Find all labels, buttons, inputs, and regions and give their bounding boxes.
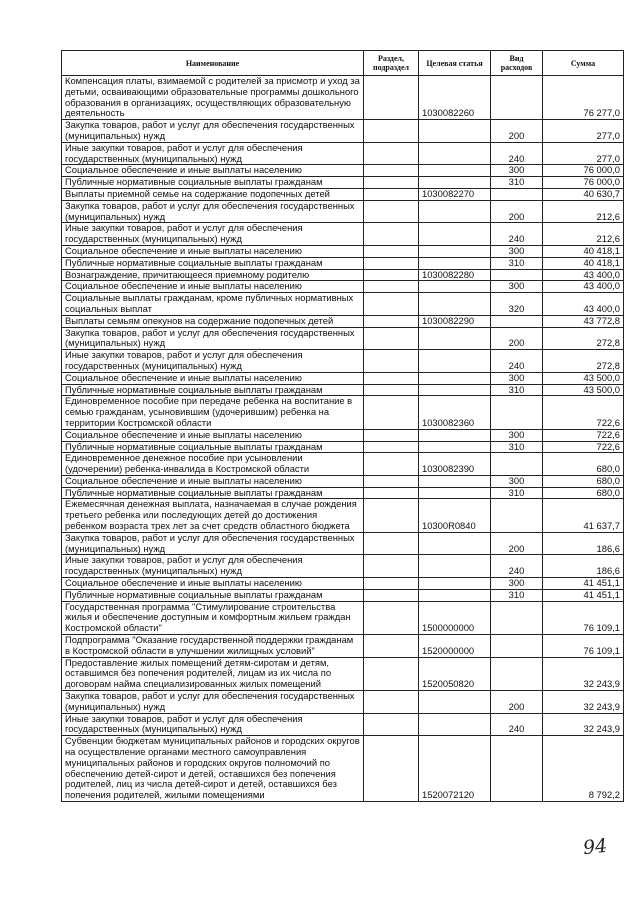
table-row: [62, 188, 624, 200]
cell-section: [364, 200, 419, 223]
table-row: [62, 257, 624, 269]
table-row: [62, 453, 624, 476]
table-row: [62, 475, 624, 487]
cell-expense-type: 240: [491, 142, 543, 165]
cell-name: Выплаты семьям опекунов на содержание подопечных детей: [62, 315, 364, 327]
cell-name: Социальное обеспечение и иные выплаты населению: [62, 165, 364, 177]
table-row: [62, 269, 624, 281]
cell-target-article: [419, 120, 491, 143]
cell-section: [364, 396, 419, 429]
cell-name: Публичные нормативные социальные выплаты гражданам: [62, 589, 364, 601]
cell-target-article: [419, 372, 491, 384]
cell-target-article: [419, 713, 491, 736]
table-row: [62, 120, 624, 143]
cell-section: [364, 384, 419, 396]
cell-name: Предоставление жилых помещений детям-сиротам и детям, оставшимся без попечения родителей, лицам из их числа по договорам найма специализированных жилых помещений: [62, 657, 364, 690]
cell-section: [364, 142, 419, 165]
cell-expense-type: 240: [491, 350, 543, 373]
cell-target-article: [419, 177, 491, 189]
cell-name: Публичные нормативные социальные выплаты гражданам: [62, 384, 364, 396]
cell-sum: 186,6: [543, 555, 624, 578]
cell-target-article: 1520050820: [419, 657, 491, 690]
cell-expense-type: 200: [491, 120, 543, 143]
cell-expense-type: 310: [491, 589, 543, 601]
cell-expense-type: 310: [491, 441, 543, 453]
cell-target-article: [419, 441, 491, 453]
cell-expense-type: 300: [491, 165, 543, 177]
cell-sum: 32 243,9: [543, 713, 624, 736]
cell-expense-type: [491, 396, 543, 429]
cell-name: Закупка товаров, работ и услуг для обеспечения государственных (муниципальных) нужд: [62, 691, 364, 714]
table-header-row: [62, 51, 624, 76]
cell-sum: 272,8: [543, 350, 624, 373]
cell-section: [364, 188, 419, 200]
cell-sum: 32 243,9: [543, 691, 624, 714]
cell-section: [364, 281, 419, 293]
cell-name: Публичные нормативные социальные выплаты гражданам: [62, 257, 364, 269]
cell-section: [364, 601, 419, 634]
cell-name: Иные закупки товаров, работ и услуг для обеспечения государственных (муниципальных) нужд: [62, 713, 364, 736]
cell-section: [364, 736, 419, 802]
cell-section: [364, 453, 419, 476]
cell-target-article: 1030082280: [419, 269, 491, 281]
cell-section: [364, 269, 419, 281]
cell-sum: 76 000,0: [543, 165, 624, 177]
cell-section: [364, 475, 419, 487]
cell-expense-type: 240: [491, 223, 543, 246]
cell-name: Публичные нормативные социальные выплаты гражданам: [62, 441, 364, 453]
cell-section: [364, 327, 419, 350]
cell-sum: 8 792,2: [543, 736, 624, 802]
cell-expense-type: 300: [491, 475, 543, 487]
table-row: [62, 223, 624, 246]
cell-sum: 40 418,1: [543, 257, 624, 269]
cell-sum: 680,0: [543, 487, 624, 499]
cell-target-article: [419, 350, 491, 373]
cell-name: Иные закупки товаров, работ и услуг для обеспечения государственных (муниципальных) нужд: [62, 142, 364, 165]
cell-expense-type: 200: [491, 691, 543, 714]
cell-sum: 76 109,1: [543, 635, 624, 658]
cell-name: Публичные нормативные социальные выплаты гражданам: [62, 177, 364, 189]
cell-target-article: [419, 475, 491, 487]
cell-target-article: 1030082390: [419, 453, 491, 476]
cell-expense-type: [491, 657, 543, 690]
cell-name: Публичные нормативные социальные выплаты гражданам: [62, 487, 364, 499]
cell-sum: 722,6: [543, 429, 624, 441]
cell-expense-type: 320: [491, 293, 543, 316]
cell-sum: 40 630,7: [543, 188, 624, 200]
cell-section: [364, 257, 419, 269]
table-row: [62, 177, 624, 189]
table-row: [62, 396, 624, 429]
table-row: [62, 372, 624, 384]
cell-sum: 32 243,9: [543, 657, 624, 690]
cell-sum: 722,6: [543, 441, 624, 453]
table-row: [62, 327, 624, 350]
cell-expense-type: 310: [491, 487, 543, 499]
cell-expense-type: [491, 269, 543, 281]
cell-section: [364, 499, 419, 532]
cell-expense-type: [491, 315, 543, 327]
header-name: Наименование: [62, 51, 364, 76]
cell-name: Подпрограмма "Оказание государственной поддержки гражданам в Костромской области в улучшении жилищных условий": [62, 635, 364, 658]
cell-target-article: 1030082270: [419, 188, 491, 200]
cell-expense-type: 300: [491, 281, 543, 293]
cell-section: [364, 120, 419, 143]
table-row: [62, 281, 624, 293]
cell-sum: 272,8: [543, 327, 624, 350]
cell-name: Социальное обеспечение и иные выплаты населению: [62, 372, 364, 384]
cell-sum: 43 500,0: [543, 372, 624, 384]
table-row: [62, 429, 624, 441]
cell-target-article: [419, 142, 491, 165]
cell-name: Социальное обеспечение и иные выплаты населению: [62, 245, 364, 257]
header-section: Раздел, подраздел: [364, 51, 419, 76]
cell-name: Ежемесячная денежная выплата, назначаемая в случае рождения третьего ребенка или последующих детей до достижения ребенком возраста трех лет за счет средств областного бюджета: [62, 499, 364, 532]
cell-expense-type: [491, 453, 543, 476]
cell-target-article: [419, 281, 491, 293]
cell-section: [364, 372, 419, 384]
cell-name: Социальное обеспечение и иные выплаты населению: [62, 475, 364, 487]
cell-sum: 277,0: [543, 142, 624, 165]
cell-target-article: 1500000000: [419, 601, 491, 634]
cell-name: Государственная программа "Стимулирование строительства жилья и обеспечение доступным и комфортным жильем граждан Костромской области": [62, 601, 364, 634]
cell-name: Выплаты приемной семье на содержание подопечных детей: [62, 188, 364, 200]
cell-section: [364, 350, 419, 373]
cell-expense-type: 300: [491, 372, 543, 384]
cell-name: Единовременное пособие при передаче ребенка на воспитание в семью гражданам, усыновившим (удочерившим) ребенка на территории Костромской области: [62, 396, 364, 429]
table-row: [62, 691, 624, 714]
cell-sum: 212,6: [543, 200, 624, 223]
table-row: [62, 499, 624, 532]
cell-expense-type: 310: [491, 384, 543, 396]
cell-target-article: 1030082290: [419, 315, 491, 327]
cell-target-article: 10300R0840: [419, 499, 491, 532]
table-body: [62, 76, 624, 802]
cell-name: Закупка товаров, работ и услуг для обеспечения государственных (муниципальных) нужд: [62, 327, 364, 350]
table-row: [62, 555, 624, 578]
cell-target-article: [419, 384, 491, 396]
cell-sum: 680,0: [543, 475, 624, 487]
cell-expense-type: [491, 736, 543, 802]
table-row: [62, 635, 624, 658]
cell-sum: 680,0: [543, 453, 624, 476]
table-row: [62, 578, 624, 590]
cell-sum: 43 772,8: [543, 315, 624, 327]
cell-name: Закупка товаров, работ и услуг для обеспечения государственных (муниципальных) нужд: [62, 120, 364, 143]
cell-sum: 76 109,1: [543, 601, 624, 634]
cell-expense-type: 300: [491, 578, 543, 590]
cell-expense-type: [491, 76, 543, 120]
table-row: [62, 601, 624, 634]
cell-name: Иные закупки товаров, работ и услуг для обеспечения государственных (муниципальных) нужд: [62, 223, 364, 246]
cell-sum: 43 400,0: [543, 281, 624, 293]
cell-expense-type: [491, 499, 543, 532]
cell-sum: 41 451,1: [543, 589, 624, 601]
table-row: [62, 142, 624, 165]
cell-name: Социальное обеспечение и иные выплаты населению: [62, 429, 364, 441]
cell-section: [364, 315, 419, 327]
cell-sum: 41 451,1: [543, 578, 624, 590]
table-row: [62, 350, 624, 373]
cell-section: [364, 487, 419, 499]
cell-name: Субвенции бюджетам муниципальных районов и городских округов на осуществление органами местного самоуправления муниципальных районов и городских округов полномочий по обеспечению детей-сирот и детей, оставшихся без попечения родителей, лиц из числа детей-сирот и детей, оставшихся без попечения родителей, жилыми помещениями: [62, 736, 364, 802]
cell-section: [364, 578, 419, 590]
cell-expense-type: 310: [491, 257, 543, 269]
table-row: [62, 589, 624, 601]
cell-target-article: 1030082260: [419, 76, 491, 120]
table-row: [62, 245, 624, 257]
cell-sum: 76 000,0: [543, 177, 624, 189]
cell-sum: 43 400,0: [543, 293, 624, 316]
table-row: [62, 532, 624, 555]
header-sum: Сумма: [543, 51, 624, 76]
cell-target-article: [419, 691, 491, 714]
cell-section: [364, 293, 419, 316]
cell-sum: 277,0: [543, 120, 624, 143]
header-expense-type: Вид расходов: [491, 51, 543, 76]
cell-section: [364, 441, 419, 453]
cell-target-article: [419, 165, 491, 177]
cell-sum: 41 637,7: [543, 499, 624, 532]
cell-name: Компенсация платы, взимаемой с родителей за присмотр и уход за детьми, осваивающими образовательные программы дошкольного образования в организациях, осуществляющих образовательную деятельность: [62, 76, 364, 120]
cell-section: [364, 223, 419, 246]
cell-name: Вознаграждение, причитающееся приемному родителю: [62, 269, 364, 281]
table-row: [62, 76, 624, 120]
cell-target-article: [419, 293, 491, 316]
table-row: [62, 736, 624, 802]
cell-section: [364, 713, 419, 736]
cell-section: [364, 589, 419, 601]
cell-target-article: [419, 532, 491, 555]
cell-target-article: 1520000000: [419, 635, 491, 658]
cell-target-article: [419, 487, 491, 499]
cell-target-article: 1520072120: [419, 736, 491, 802]
cell-section: [364, 245, 419, 257]
table-row: [62, 384, 624, 396]
cell-name: Социальное обеспечение и иные выплаты населению: [62, 578, 364, 590]
cell-target-article: [419, 257, 491, 269]
table-row: [62, 315, 624, 327]
table-row: [62, 165, 624, 177]
cell-expense-type: 240: [491, 555, 543, 578]
cell-target-article: [419, 327, 491, 350]
cell-target-article: [419, 223, 491, 246]
cell-section: [364, 165, 419, 177]
cell-expense-type: 300: [491, 429, 543, 441]
table-row: [62, 200, 624, 223]
cell-target-article: [419, 429, 491, 441]
cell-expense-type: 310: [491, 177, 543, 189]
table-row: [62, 657, 624, 690]
cell-target-article: 1030082360: [419, 396, 491, 429]
cell-name: Иные закупки товаров, работ и услуг для обеспечения государственных (муниципальных) нужд: [62, 555, 364, 578]
cell-target-article: [419, 555, 491, 578]
cell-name: Социальное обеспечение и иные выплаты населению: [62, 281, 364, 293]
cell-section: [364, 657, 419, 690]
cell-target-article: [419, 245, 491, 257]
table-row: [62, 487, 624, 499]
cell-section: [364, 555, 419, 578]
cell-section: [364, 691, 419, 714]
cell-target-article: [419, 589, 491, 601]
cell-section: [364, 635, 419, 658]
cell-expense-type: 200: [491, 532, 543, 555]
cell-expense-type: 200: [491, 327, 543, 350]
cell-name: Закупка товаров, работ и услуг для обеспечения государственных (муниципальных) нужд: [62, 532, 364, 555]
cell-name: Закупка товаров, работ и услуг для обеспечения государственных (муниципальных) нужд: [62, 200, 364, 223]
cell-target-article: [419, 578, 491, 590]
cell-expense-type: [491, 188, 543, 200]
cell-expense-type: 300: [491, 245, 543, 257]
cell-sum: 212,6: [543, 223, 624, 246]
cell-target-article: [419, 200, 491, 223]
table-row: [62, 713, 624, 736]
cell-name: Единовременное денежное пособие при усыновлении (удочерении) ребенка-инвалида в Костромской области: [62, 453, 364, 476]
cell-expense-type: [491, 601, 543, 634]
cell-section: [364, 177, 419, 189]
cell-section: [364, 76, 419, 120]
table-row: [62, 293, 624, 316]
cell-name: Иные закупки товаров, работ и услуг для обеспечения государственных (муниципальных) нужд: [62, 350, 364, 373]
cell-section: [364, 532, 419, 555]
cell-sum: 76 277,0: [543, 76, 624, 120]
cell-sum: 40 418,1: [543, 245, 624, 257]
cell-sum: 43 500,0: [543, 384, 624, 396]
cell-sum: 43 400,0: [543, 269, 624, 281]
cell-expense-type: [491, 635, 543, 658]
cell-name: Социальные выплаты гражданам, кроме публичных нормативных социальных выплат: [62, 293, 364, 316]
header-target-article: Целевая статья: [419, 51, 491, 76]
table-row: [62, 441, 624, 453]
cell-sum: 722,6: [543, 396, 624, 429]
cell-sum: 186,6: [543, 532, 624, 555]
cell-section: [364, 429, 419, 441]
page-number: 94: [581, 834, 609, 860]
budget-table: [61, 50, 624, 802]
cell-expense-type: 200: [491, 200, 543, 223]
cell-expense-type: 240: [491, 713, 543, 736]
